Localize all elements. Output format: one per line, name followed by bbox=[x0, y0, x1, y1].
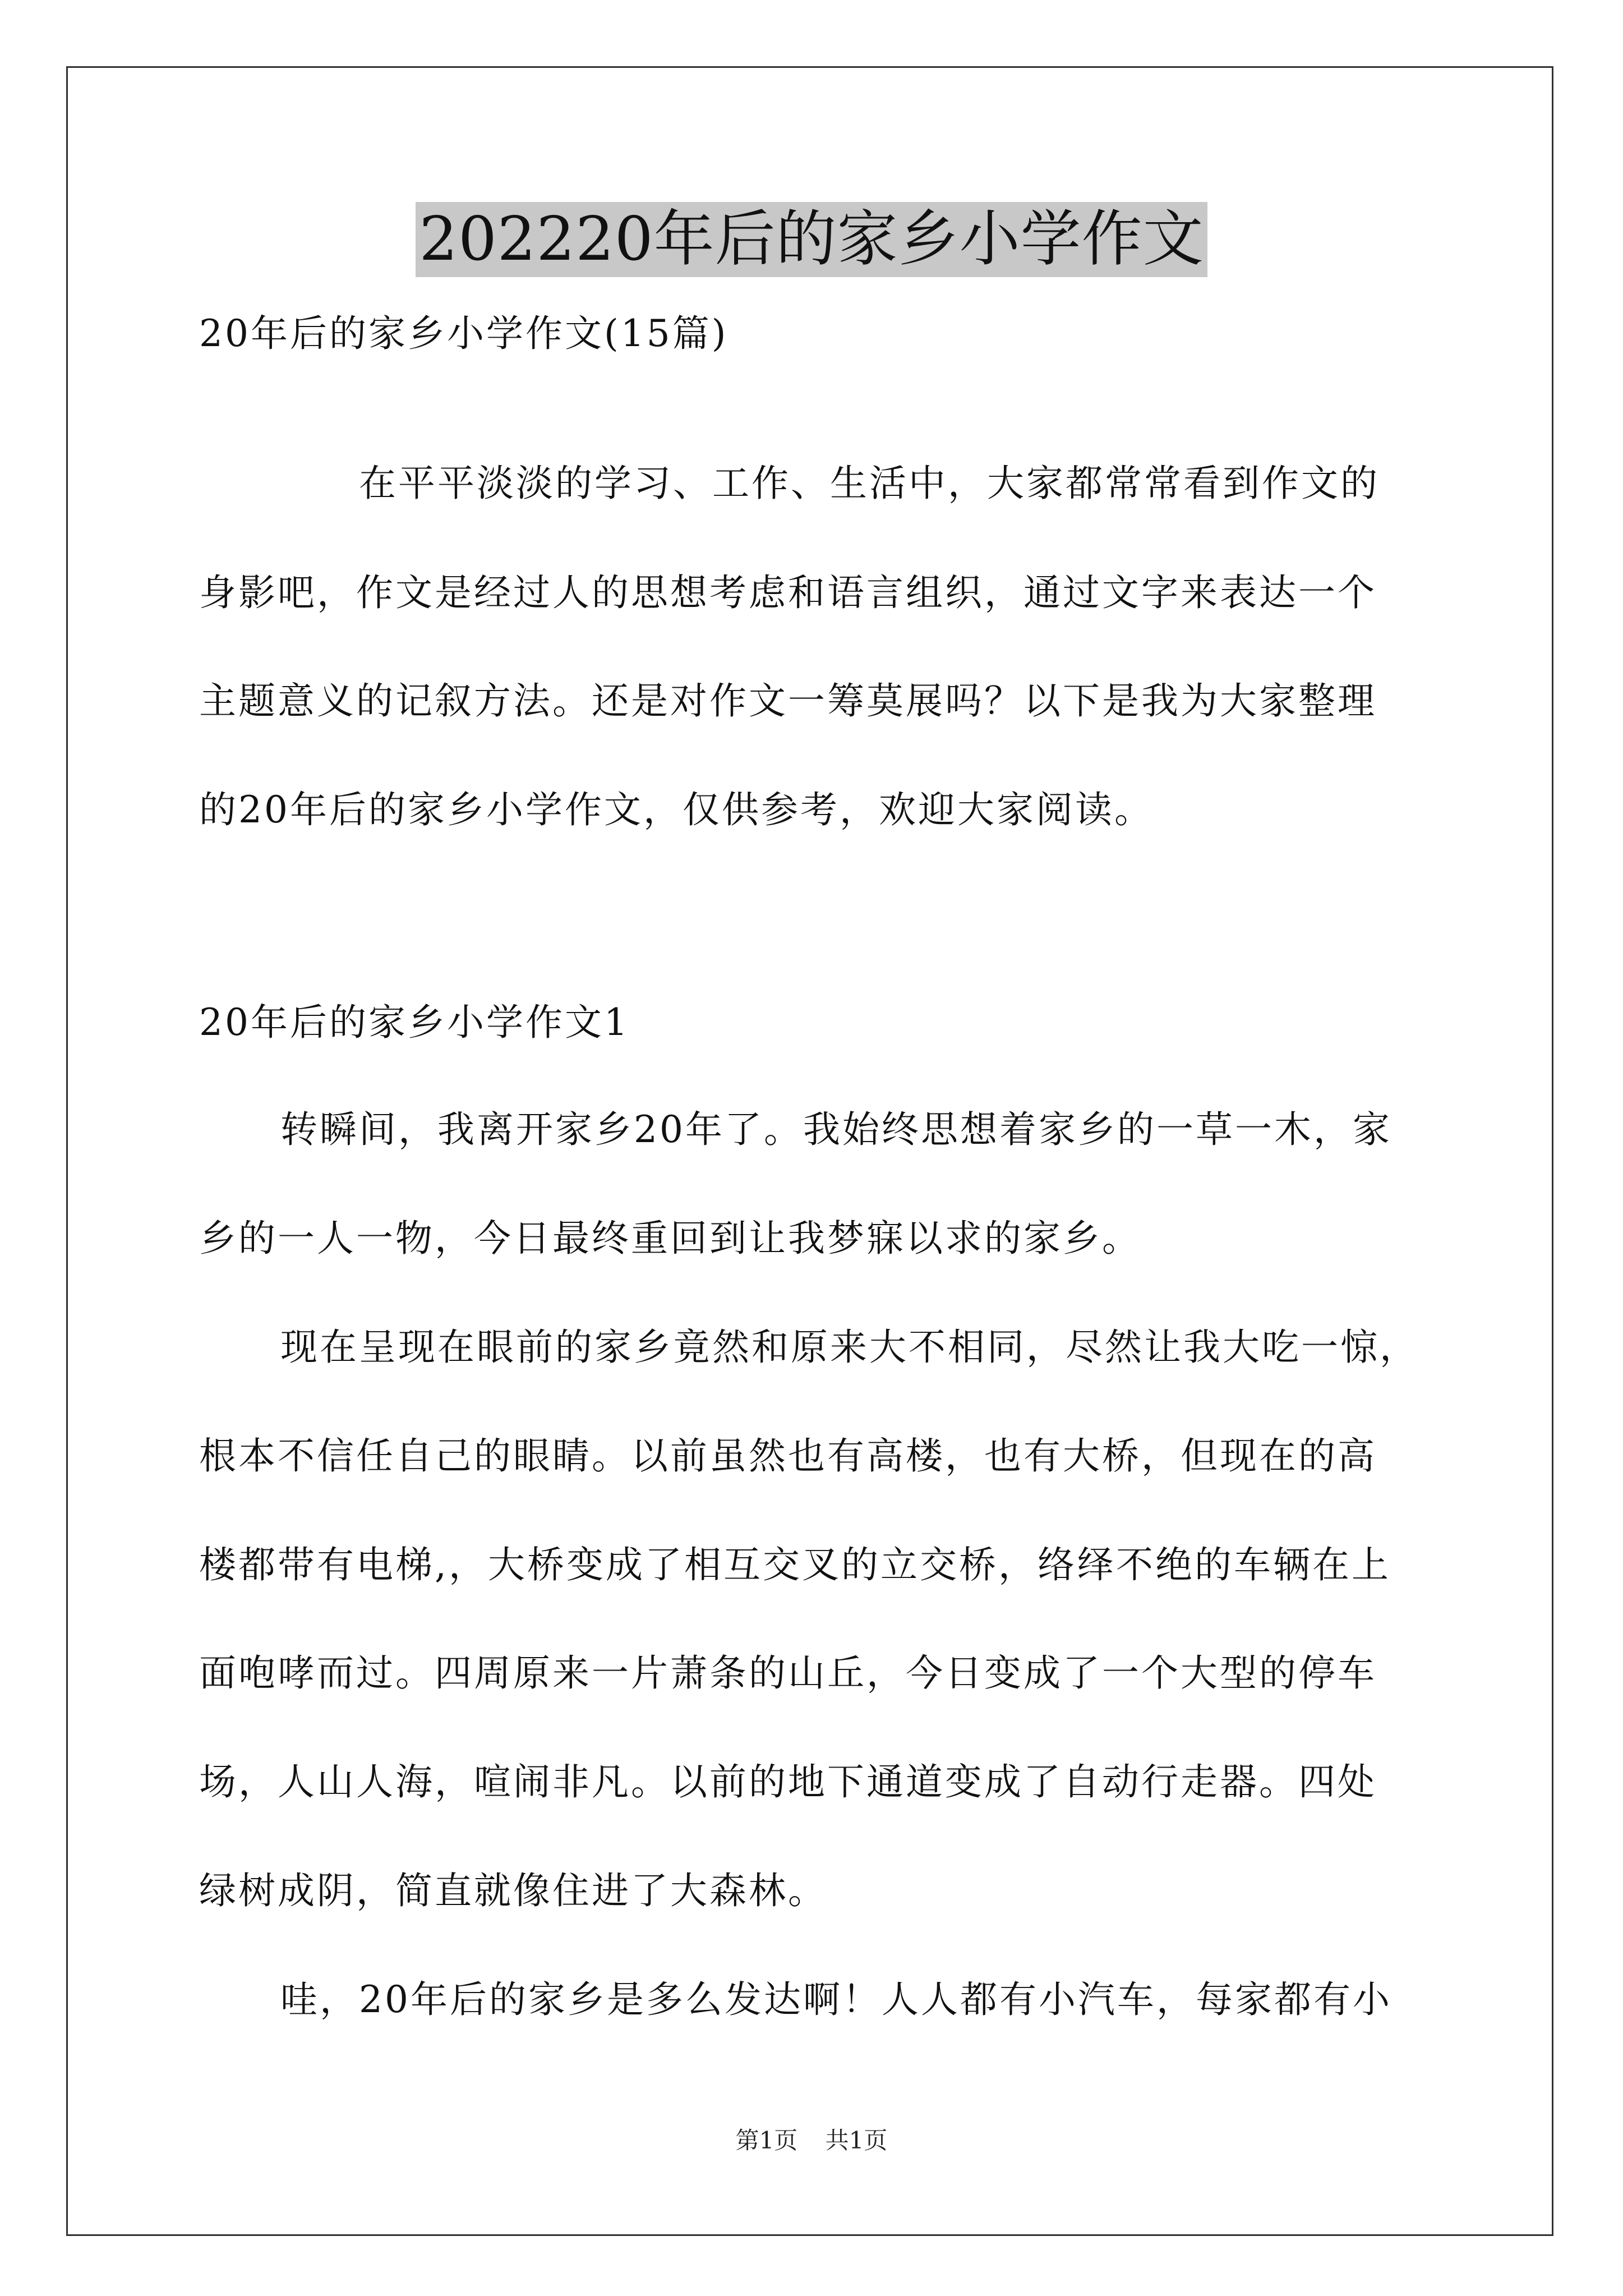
body-line: 根本不信任自己的眼睛。以前虽然也有高楼，也有大桥，但现在的高 bbox=[199, 1434, 1377, 1478]
intro-line: 主题意义的记叙方法。还是对作文一筹莫展吗？以下是我为大家整理 bbox=[199, 679, 1377, 723]
intro-line: 身影吧，作文是经过人的思想考虑和语言组织，通过文字来表达一个 bbox=[199, 571, 1377, 614]
title-container bbox=[0, 202, 1623, 277]
body-line: 哇，20年后的家乡是多么发达啊！人人都有小汽车，每家都有小 bbox=[280, 1978, 1392, 2021]
intro-line: 的20年后的家乡小学作文，仅供参考，欢迎大家阅读。 bbox=[199, 788, 1154, 831]
body-line: 面咆哮而过。四周原来一片萧条的山丘，今日变成了一个大型的停车 bbox=[199, 1651, 1377, 1695]
body-line: 楼都带有电梯,，大桥变成了相互交叉的立交桥，络绎不绝的车辆在上 bbox=[199, 1543, 1391, 1586]
body-line: 乡的一人一物，今日最终重回到让我梦寐以求的家乡。 bbox=[199, 1217, 1141, 1260]
intro-line: 在平平淡淡的学习、工作、生活中，大家都常常看到作文的 bbox=[359, 462, 1380, 505]
body-line: 绿树成阴，简直就像住进了大森林。 bbox=[199, 1869, 827, 1912]
document-subtitle: 20年后的家乡小学作文(15篇) bbox=[199, 312, 728, 355]
page-total: 共1页 bbox=[825, 2127, 888, 2154]
section-heading: 20年后的家乡小学作文1 bbox=[199, 1001, 630, 1044]
document-title: 202220年后的家乡小学作文 bbox=[416, 202, 1207, 277]
body-line: 转瞬间，我离开家乡20年了。我始终思想着家乡的一草一木，家 bbox=[280, 1108, 1392, 1151]
body-line: 场，人山人海，喧闹非凡。以前的地下通道变成了自动行走器。四处 bbox=[199, 1760, 1377, 1803]
page-footer bbox=[0, 2126, 1623, 2155]
page-number: 第1页 bbox=[735, 2127, 798, 2154]
body-line: 现在呈现在眼前的家乡竟然和原来大不相同，尽然让我大吃一惊， bbox=[280, 1326, 1419, 1369]
